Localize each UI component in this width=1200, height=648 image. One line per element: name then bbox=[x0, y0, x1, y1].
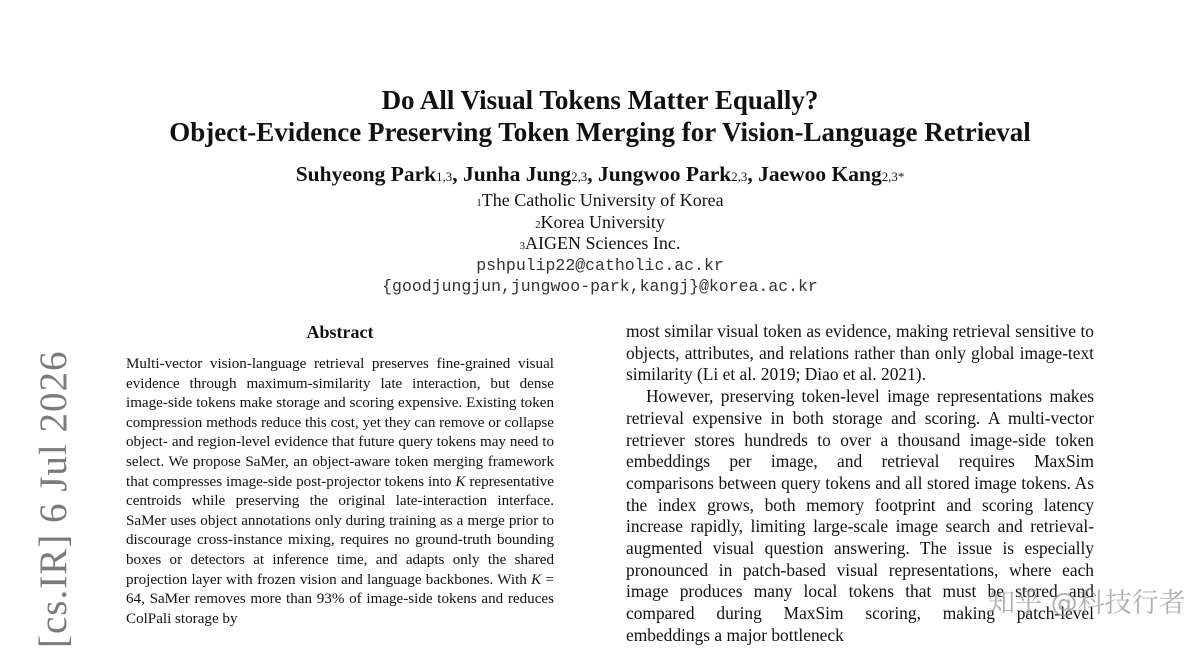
intro-paragraph-continued: most similar visual token as evidence, making retrieval sensitive to objects, attributes, and relations rather than only global image-text similarity (Li et al. 2019; Diao et al. 2021). bbox=[626, 321, 1094, 385]
affiliation-text: The Catholic University of Korea bbox=[481, 190, 724, 210]
affiliation-mark: 3 bbox=[519, 240, 525, 252]
affiliation-text: AIGEN Sciences Inc. bbox=[524, 233, 681, 253]
affiliation-block bbox=[100, 190, 1100, 298]
abstract-text-part: representative centroids while preserving the original late-interaction interface. SaMer uses object annotations only during training as a merge prior to discourage cross-instance mixing, requires no ground-truth bounding boxes or detectors at inference time, and adapts only the shared projection layer with frozen vision and language backbones. With bbox=[126, 473, 554, 588]
abstract-heading: Abstract bbox=[306, 322, 374, 342]
affiliation-line bbox=[100, 190, 1100, 212]
author-separator: , bbox=[452, 162, 463, 186]
author-name: Suhyeong Park bbox=[295, 162, 437, 186]
author-name: Jungwoo Park bbox=[598, 162, 732, 186]
paper-title bbox=[100, 84, 1100, 148]
author-name: Junha Jung bbox=[462, 162, 572, 186]
affiliation-text: Korea University bbox=[540, 211, 665, 232]
abstract-text-part: , SaMer removes more than 93% of image-side tokens and reduces ColPali storage by bbox=[126, 591, 554, 627]
email-address: pshpulip22@catholic.ac.kr bbox=[476, 255, 724, 275]
math-variable-k: K bbox=[531, 571, 542, 588]
author-separator: , bbox=[747, 162, 759, 186]
arxiv-identifier-text: [cs.IR] 6 Jul 2026 bbox=[32, 350, 75, 648]
author-affiliation-mark: 1,3 bbox=[436, 170, 453, 184]
affiliation-mark: 1 bbox=[476, 197, 482, 209]
author-affiliation-mark: 2,3 bbox=[571, 170, 588, 184]
author-list bbox=[100, 159, 1100, 189]
author-affiliation-mark: 2,3 bbox=[731, 170, 748, 184]
author-affiliation-mark: 2,3* bbox=[881, 170, 905, 184]
arxiv-identifier-stamp bbox=[28, 348, 75, 648]
email-address: {goodjungjun,jungwoo-park,kangj}@korea.ac.kr bbox=[382, 277, 818, 296]
intro-paragraph: However, preserving token-level image representations makes retrieval expensive in both storage and scoring. A multi-vector retriever stores hundreds to over a thousand image-side token embeddings per image, and retrieval requires MaxSim comparisons between query tokens and all stored image tokens. As the index grows, both memory footprint and scoring latency increase rapidly, limiting large-scale image search and retrieval-augmented visual question answering. The issue is especially pronounced in patch-based visual representations, where each image produces many local tokens that must be stored and compared during MaxSim scoring, making patch-level embeddings a major bottleneck bbox=[626, 386, 1094, 645]
affiliation-line bbox=[100, 233, 1100, 255]
title-line-2: Object-Evidence Preserving Token Merging for Vision-Language Retrieval bbox=[169, 117, 1031, 147]
affiliation-mark: 2 bbox=[535, 218, 541, 231]
title-line-1: Do All Visual Tokens Matter Equally? bbox=[381, 85, 819, 115]
math-variable-k: K bbox=[455, 473, 466, 490]
affiliation-line bbox=[100, 212, 1100, 234]
author-separator: , bbox=[587, 162, 599, 186]
abstract-text-part: Multi-vector vision-language retrieval preserves fine-grained visual evidence through maximum-similarity late interaction, but dense image-side tokens make storage and scoring expensive. Existing token compression methods reduce this cost, yet they can remove or collapse object- and region-level evidence that future query tokens may need to select. We propose SaMer, an object-aware token merging framework that compresses image-side post-projector tokens into bbox=[126, 356, 554, 490]
author-name: Jaewoo Kang bbox=[758, 162, 882, 186]
math-value: = 64 bbox=[126, 571, 555, 608]
abstract-text bbox=[126, 355, 554, 629]
platform-watermark: 知乎 @科技行者 bbox=[988, 588, 1186, 619]
